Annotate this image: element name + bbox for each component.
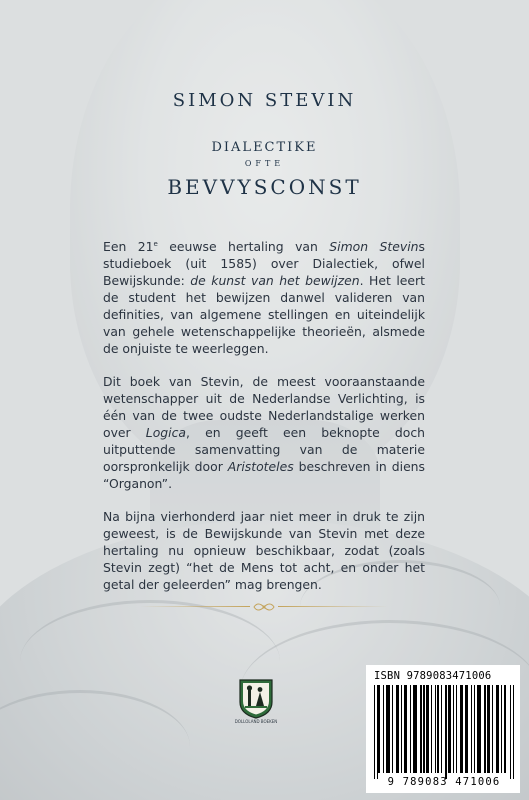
italic-text: de kunst van het bewijzen [190, 273, 360, 289]
publisher-crest-icon [236, 676, 276, 720]
italic-text: Logica [145, 425, 186, 441]
barcode-bar [484, 685, 485, 773]
barcode-bar [378, 685, 379, 773]
barcode-bar [480, 685, 481, 773]
barcode-bar [374, 685, 375, 779]
barcode-bar [462, 685, 463, 773]
italic-text: Simon Stevin [329, 239, 419, 255]
book-title-line2: OFTE [244, 159, 285, 168]
divider-ornament-icon [252, 600, 276, 614]
isbn-barcode [366, 665, 520, 793]
barcode-bar [489, 685, 490, 773]
barcode-bar [498, 685, 499, 773]
barcode-bar [505, 685, 506, 773]
barcode-bar [445, 685, 446, 779]
barcode-bars [374, 685, 514, 775]
barcode-bar [383, 685, 384, 773]
publisher-name: DOLLOLAND BOEKEN [234, 719, 278, 724]
back-cover-blurb [103, 236, 425, 609]
barcode-bar [405, 685, 406, 773]
barcode-bar [423, 685, 424, 773]
barcode-bar [471, 685, 472, 773]
paragraph-text: , en geeft een beknopte doch uitputtende samenvatting van de materie oorspronkelijk door [103, 425, 425, 475]
barcode-bar [398, 685, 399, 773]
barcode-bar [513, 685, 514, 779]
barcode-bar [428, 685, 429, 773]
book-title-line3: BEVVYSCONST [167, 175, 362, 199]
italic-text: Aristoteles [227, 459, 294, 475]
barcode-bar [416, 685, 417, 773]
barcode-bar [466, 685, 467, 773]
blurb-paragraph [103, 373, 425, 492]
barcode-bar [401, 685, 402, 773]
divider-line-left [140, 606, 250, 607]
barcode-bar [474, 685, 475, 773]
barcode-bar [392, 685, 393, 773]
barcode-digits: 9 789083 471006 [387, 776, 501, 788]
barcode-bar [450, 685, 451, 773]
barcode-bar [389, 685, 390, 773]
blurb-paragraph [103, 236, 425, 357]
author-name: SIMON STEVIN [172, 90, 357, 111]
barcode-bar [420, 685, 421, 773]
book-title-line1: DIALECTIKE [211, 140, 318, 155]
barcode-bar [492, 685, 493, 773]
isbn-label: ISBN 9789083471006 [374, 670, 492, 682]
paragraph-text: s studieboek (uit 1585) over Dialectiek, ofwel Bewijskunde: [103, 239, 425, 289]
divider-line-right [278, 606, 388, 607]
barcode-bar [431, 685, 432, 773]
paragraph-text: eeuwse hertaling van [157, 239, 330, 255]
paragraph-text: Na bijna vierhonderd jaar niet meer in druk te zijn geweest, is de Bewijskunde van Stevin met deze hertaling nu opnieuw beschikbaar, zodat (zoals Stevin zegt) “het de Mens tot acht, en onder het getal der geleerden” mag brengen. [103, 509, 425, 593]
barcode-bar [501, 685, 502, 773]
superscript-text: e [153, 240, 158, 248]
ornamental-divider [140, 600, 388, 614]
blurb-paragraph [103, 508, 425, 593]
barcode-bar [441, 685, 442, 773]
barcode-bar [453, 685, 454, 773]
barcode-bar [510, 685, 511, 779]
barcode-bar [456, 685, 457, 773]
paragraph-text: Een 21 [103, 239, 154, 255]
paragraph-text: . Het leert de student het bewijzen danwel valideren van definities, van algemene stellingen en uiteindelijk van gehele wetenschappelijke theorieën, alsmede de onjuiste te weerleggen. [103, 273, 426, 357]
barcode-bar [410, 685, 411, 773]
paragraph-text: Dit boek van Stevin, de meest vooraanstaande wetenschapper uit de Nederlandse Verlichting, is één van de twee oudste Nederlandstalige werken over [103, 374, 425, 441]
paragraph-text: beschreven in diens “Organon”. [103, 459, 425, 492]
barcode-bar [438, 685, 439, 773]
